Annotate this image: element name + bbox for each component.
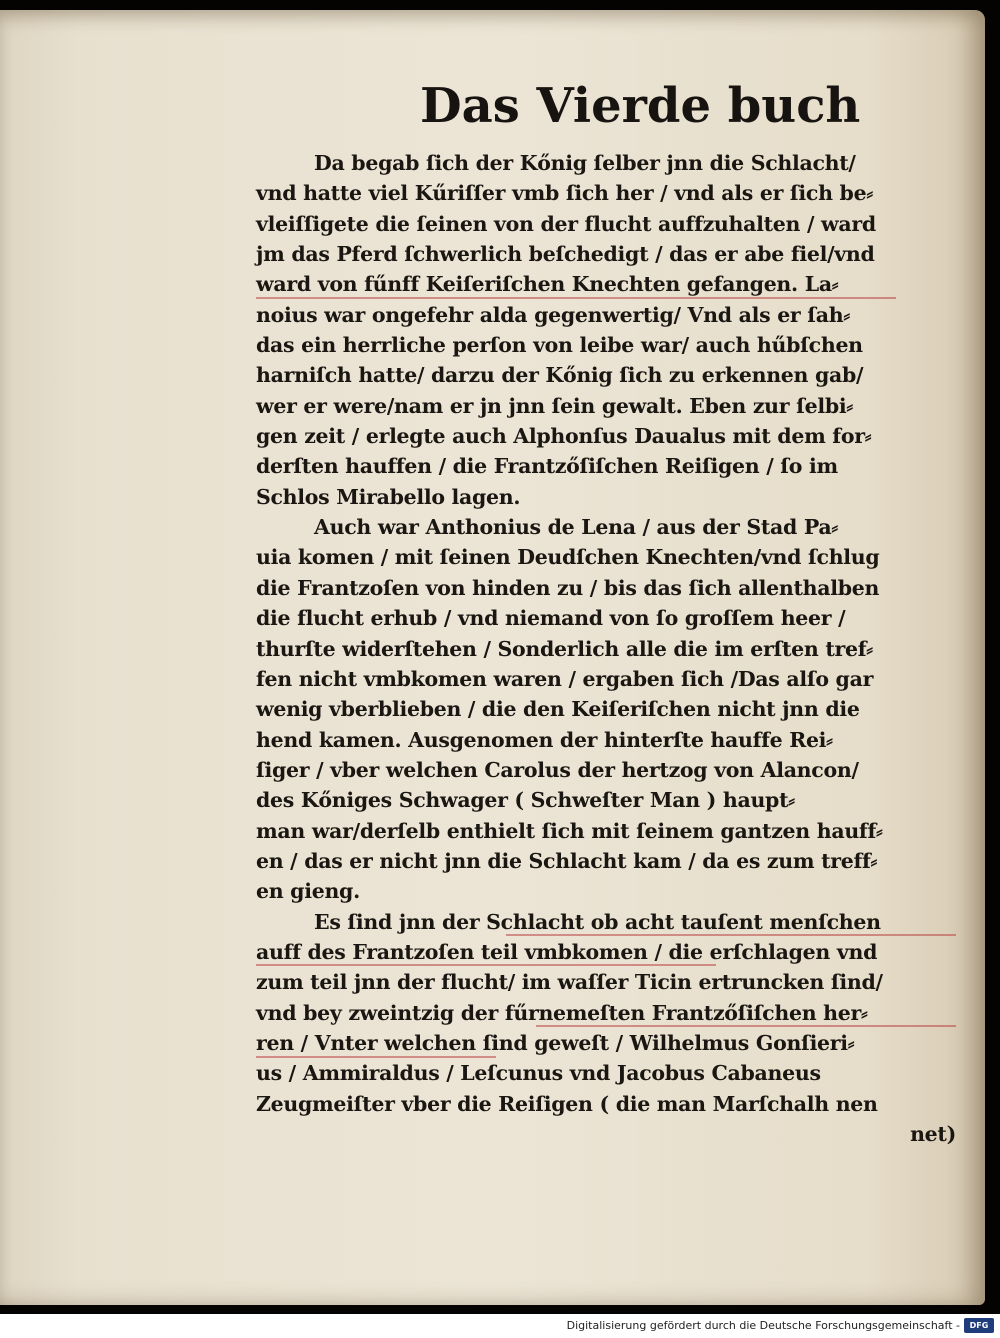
text-line: die Frantzoſen von hinden zu / bis das ſich allenthalben	[256, 575, 880, 600]
text-line: jm das Pferd ſchwerlich beſchedigt / das er abe fiel/vnd	[256, 242, 875, 267]
red-underline-mark	[506, 934, 956, 936]
text-line: harniſch hatte/ darzu der Kőnig ſich zu erkennen gab/	[256, 363, 864, 388]
red-underline-mark	[256, 964, 716, 966]
text-line: us / Ammiraldus / Leſcunus vnd Jacobus Cabaneus	[256, 1061, 821, 1086]
running-head: Das Vierde buch	[420, 78, 861, 134]
text-line: vnd hatte viel Kűriſſer vmb ſich her / vnd als er ſich be⸗	[256, 181, 873, 206]
text-line: die flucht erhub / vnd niemand von ſo groſſem heer /	[256, 606, 846, 631]
book-page	[0, 10, 985, 1305]
text-line: en / das er nicht jnn die Schlacht kam / da es zum treff⸗	[256, 848, 878, 873]
text-line: ren / Vnter welchen ſind geweſt / Wilhelmus Gonſieri⸗	[256, 1030, 855, 1055]
text-line: wer er were/nam er jn jnn ſein gewalt. Eben zur ſelbi⸗	[256, 393, 853, 418]
dfg-logo: DFG	[964, 1318, 994, 1333]
text-line: auff des Frantzoſen teil vmbkomen / die erſchlagen vnd	[256, 939, 878, 964]
text-line: das ein herrliche perſon von leibe war/ auch hűbſchen	[256, 333, 863, 358]
text-line: zum teil jnn der flucht/ im waſſer Ticin ertruncken ſind/	[256, 970, 883, 995]
digitization-credit: Digitalisierung gefördert durch die Deutsche Forschungsgemeinschaft -	[566, 1319, 960, 1332]
footer-bar	[0, 1314, 1000, 1338]
red-underline-mark	[536, 1025, 956, 1027]
text-line: des Kőniges Schwager ( Schweſter Man ) haupt⸗	[256, 788, 795, 813]
text-line: noius war ongefehr alda gegenwertig/ Vnd als er ſah⸗	[256, 302, 850, 327]
text-line: ward von fűnff Keiſeriſchen Knechten gefangen. La⸗	[256, 272, 839, 297]
text-line: ſiger / vber welchen Carolus der hertzog von Alancon/	[256, 757, 859, 782]
text-line: Schlos Mirabello lagen.	[256, 484, 521, 509]
text-line: Auch war Anthonius de Lena / aus der Stad Pa⸗	[314, 515, 838, 540]
text-line: Es ſind jnn der Schlacht ob acht tauſent menſchen	[314, 909, 881, 934]
text-line: en gieng.	[256, 879, 360, 904]
text-line: vleiſſigete die ſeinen von der flucht auffzuhalten / ward	[256, 211, 876, 236]
text-line: hend kamen. Ausgenomen der hinterſte hauffe Rei⸗	[256, 727, 833, 752]
text-line: vnd bey zweintzig der fűrnemeſten Frantzőſiſchen her⸗	[256, 1000, 868, 1025]
text-line: derſten hauffen / die Frantzőſiſchen Reiſigen / ſo im	[256, 454, 838, 479]
text-line: thurſte widerſtehen / Sonderlich alle die im erſten tref⸗	[256, 636, 873, 661]
text-line: Da begab ſich der Kőnig ſelber jnn die Schlacht/	[314, 151, 856, 175]
red-underline-mark	[256, 297, 896, 299]
red-underline-mark	[256, 1056, 496, 1058]
text-line: uia komen / mit ſeinen Deudſchen Knechten/vnd ſchlug	[256, 545, 880, 570]
text-line: wenig vberblieben / die den Keiſeriſchen nicht jnn die	[256, 697, 860, 722]
catchword: net)	[910, 1122, 956, 1146]
text-line: fen nicht vmbkomen waren / ergaben ſich /Das alſo gar	[256, 666, 874, 691]
text-line: man war/derſelb enthielt ſich mit ſeinem gantzen hauff⸗	[256, 818, 883, 843]
text-line: Zeugmeiſter vber die Reiſigen ( die man Marſchalh nen	[256, 1091, 878, 1116]
text-line: gen zeit / erlegte auch Alphonſus Daualus mit dem for⸗	[256, 424, 872, 449]
